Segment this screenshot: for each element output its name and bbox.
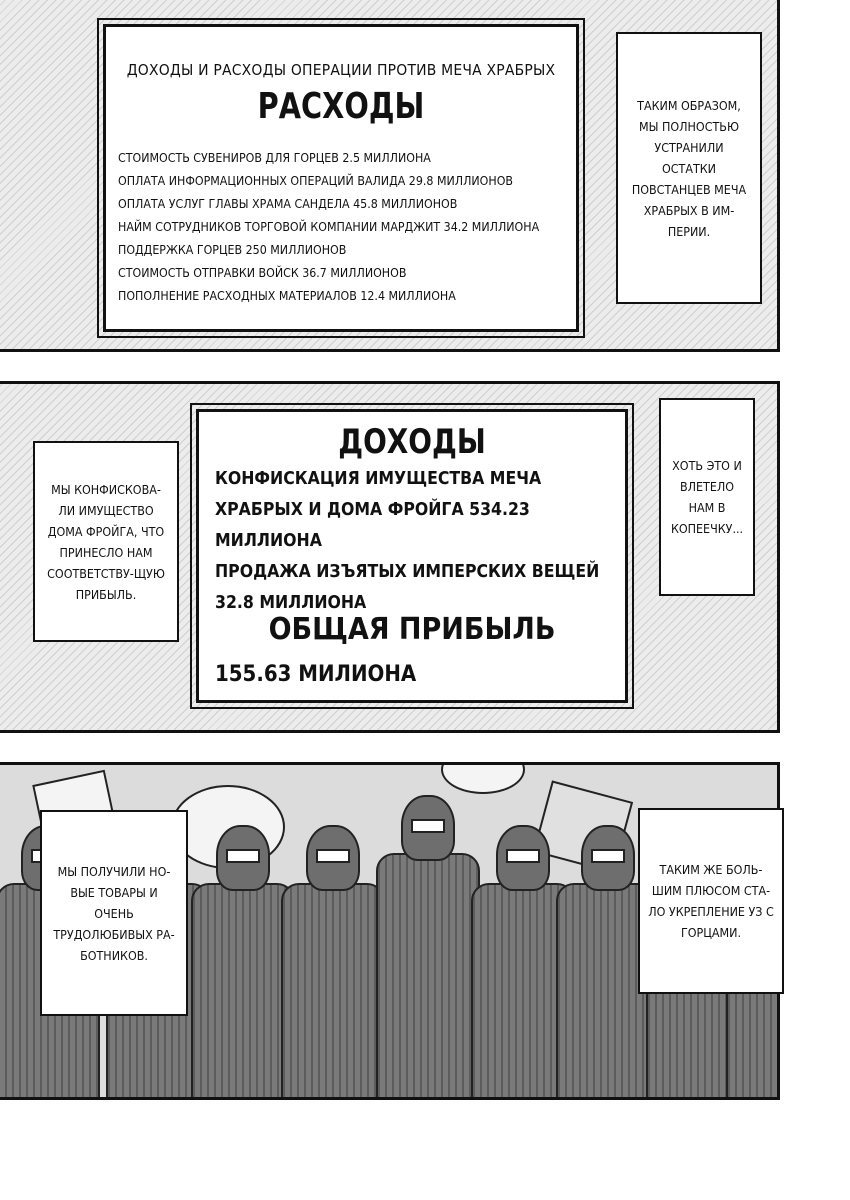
expenses-list <box>118 147 568 308</box>
expenses-document <box>103 24 579 332</box>
income-list <box>215 464 615 619</box>
income-item: ПРОДАЖА ИЗЪЯТЫХ ИМПЕРСКИХ ВЕЩЕЙ 32.8 МИЛЛИОНА <box>215 562 600 613</box>
expense-item: ОПЛАТА УСЛУГ ГЛАВЫ ХРАМА САНДЕЛА 45.8 МИЛЛИОНОВ <box>118 197 458 211</box>
expense-item: ПОПОЛНЕНИЕ РАСХОДНЫХ МАТЕРИАЛОВ 12.4 МИЛЛИОНА <box>118 289 456 303</box>
expense-item: НАЙМ СОТРУДНИКОВ ТОРГОВОЙ КОМПАНИИ МАРДЖИТ 34.2 МИЛЛИОНА <box>118 220 540 234</box>
caption-box: ТАКИМ ЖЕ БОЛЬ-ШИМ ПЛЮСОМ СТА-ЛО УКРЕПЛЕНИЕ УЗ С ГОРЦАМИ. <box>638 808 784 994</box>
caption-box: ХОТЬ ЭТО И ВЛЕТЕЛО НАМ В КОПЕЕЧКУ... <box>659 398 755 596</box>
total-profit-title: ОБЩАЯ ПРИБЫЛЬ <box>268 612 556 647</box>
expense-item: ПОДДЕРЖКА ГОРЦЕВ 250 МИЛЛИОНОВ <box>118 243 347 257</box>
document-heading: ДОХОДЫ И РАСХОДЫ ОПЕРАЦИИ ПРОТИВ МЕЧА ХРАБРЫХ <box>126 61 556 79</box>
caption-box: ТАКИМ ОБРАЗОМ, МЫ ПОЛНОСТЬЮ УСТРАНИЛИ ОСТАТКИ ПОВСТАНЦЕВ МЕЧА ХРАБРЫХ В ИМ-ПЕРИИ. <box>616 32 762 304</box>
income-item: КОНФИСКАЦИЯ ИМУЩЕСТВА МЕЧА ХРАБРЫХ И ДОМА ФРОЙГА 534.23 МИЛЛИОНА <box>215 469 542 551</box>
caption-box: МЫ ПОЛУЧИЛИ НО-ВЫЕ ТОВАРЫ И ОЧЕНЬ ТРУДОЛЮБИВЫХ РА-БОТНИКОВ. <box>40 810 188 1016</box>
expense-item: ОПЛАТА ИНФОРМАЦИОННЫХ ОПЕРАЦИЙ ВАЛИДА 29.8 МИЛЛИОНОВ <box>118 174 514 188</box>
caption-box: МЫ КОНФИСКОВА-ЛИ ИМУЩЕСТВО ДОМА ФРОЙГА, ЧТО ПРИНЕСЛО НАМ СООТВЕТСТВУ-ЩУЮ ПРИБЫЛЬ. <box>33 441 179 642</box>
expense-item: СТОИМОСТЬ ОТПРАВКИ ВОЙСК 36.7 МИЛЛИОНОВ <box>118 266 407 280</box>
expense-item: СТОИМОСТЬ СУВЕНИРОВ ДЛЯ ГОРЦЕВ 2.5 МИЛЛИОНА <box>118 151 431 165</box>
plate-prop <box>441 762 525 794</box>
total-profit-value: 155.63 МИЛИОНА <box>215 662 417 687</box>
income-title: ДОХОДЫ <box>338 422 486 462</box>
income-document <box>196 409 628 703</box>
expenses-title: РАСХОДЫ <box>257 85 425 127</box>
